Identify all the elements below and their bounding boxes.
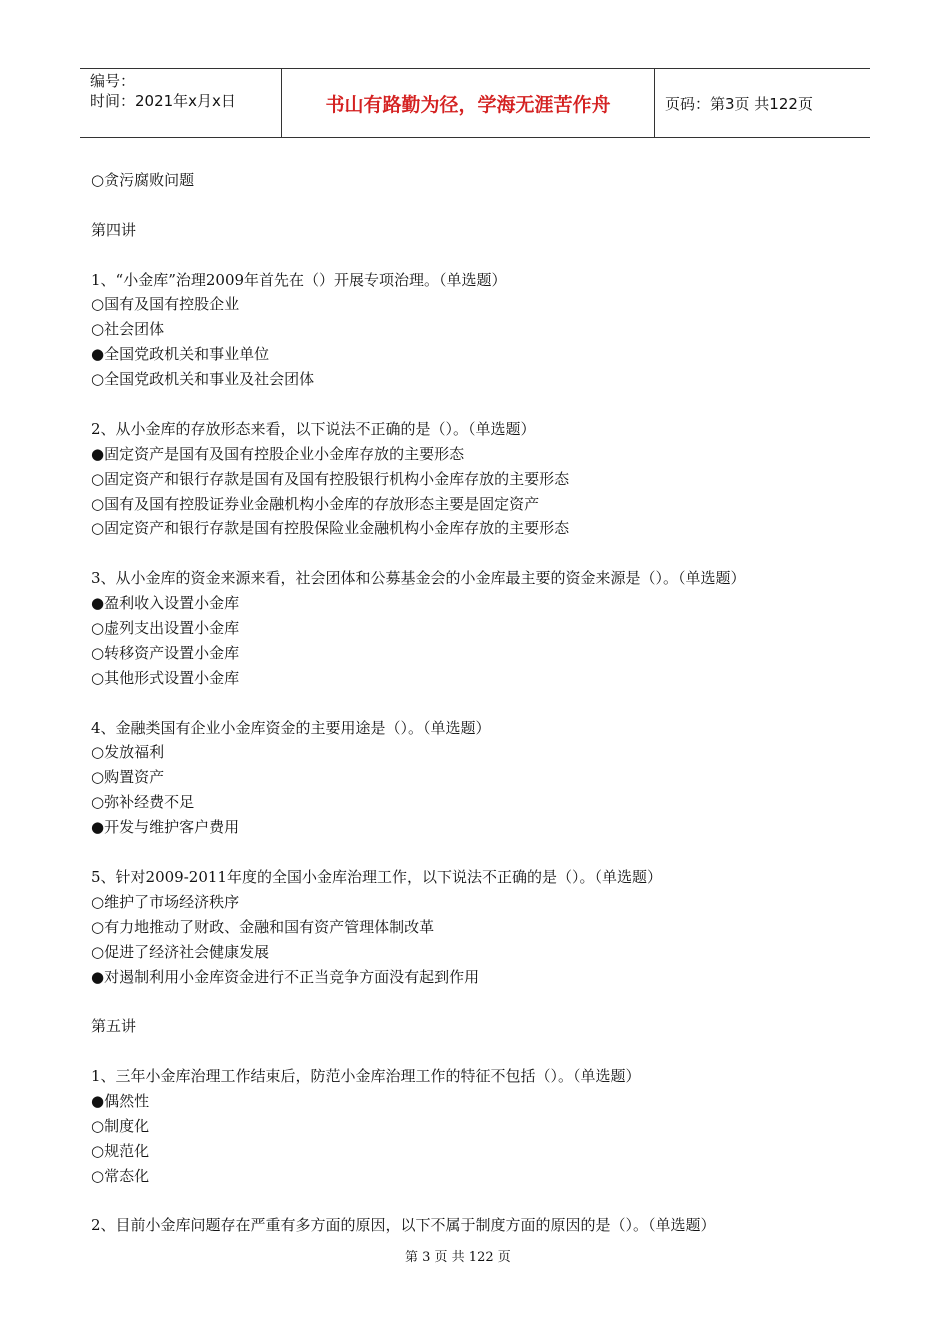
unselected-option: ○虚列支出设置小金库 xyxy=(91,619,240,638)
unselected-option: ○维护了市场经济秩序 xyxy=(91,892,240,911)
question-text: 2、目前小金库问题存在严重有多方面的原因，以下不属于制度方面的原因的是（）。（单选题） xyxy=(91,1216,716,1235)
document-body xyxy=(91,168,851,1238)
unselected-option: ○常态化 xyxy=(91,1166,150,1185)
unselected-option: ○发放福利 xyxy=(91,743,165,762)
unselected-option: ○国有及国有控股证券业金融机构小金库的存放形态主要是固定资产 xyxy=(91,494,540,513)
unselected-option: ○社会团体 xyxy=(91,320,165,339)
document-time-label: 时间：2021年x月x日 xyxy=(90,92,236,110)
blank-line xyxy=(91,691,851,716)
header-info-cell xyxy=(80,69,282,137)
blank-line xyxy=(91,243,851,268)
selected-option: ●对遏制利用小金库资金进行不正当竞争方面没有起到作用 xyxy=(91,967,480,986)
document-number-label: 编号： xyxy=(90,72,136,90)
blank-line xyxy=(91,989,851,1014)
selected-option: ●盈利收入设置小金库 xyxy=(91,594,240,613)
unselected-option: ○固定资产和银行存款是国有及国有控股银行机构小金库存放的主要形态 xyxy=(91,469,570,488)
question-text: 1、三年小金库治理工作结束后，防范小金库治理工作的特征不包括（）。（单选题） xyxy=(91,1067,641,1086)
unselected-option: ○固定资产和银行存款是国有控股保险业金融机构小金库存放的主要形态 xyxy=(91,519,570,538)
blank-line xyxy=(91,1189,851,1214)
blank-line xyxy=(91,392,851,417)
unselected-option: ○有力地推动了财政、金融和国有资产管理体制改革 xyxy=(91,917,435,936)
selected-option: ●固定资产是国有及国有控股企业小金库存放的主要形态 xyxy=(91,444,465,463)
unselected-option: ○其他形式设置小金库 xyxy=(91,668,240,687)
header-page-number: 页码：第3页 共122页 xyxy=(665,94,813,113)
unselected-option: ○制度化 xyxy=(91,1116,150,1135)
lecture-heading: 第五讲 xyxy=(91,1017,137,1036)
blank-line xyxy=(91,193,851,218)
question-text: 3、从小金库的资金来源来看，社会团体和公募基金会的小金库最主要的资金来源是（）。（单选题） xyxy=(91,569,746,588)
selected-option: ●全国党政机关和事业单位 xyxy=(91,345,270,364)
unselected-option: ○规范化 xyxy=(91,1141,150,1160)
unselected-option: ○全国党政机关和事业及社会团体 xyxy=(91,370,315,389)
blank-line xyxy=(91,541,851,566)
unselected-option: ○弥补经费不足 xyxy=(91,793,195,812)
question-text: 5、针对2009-2011年度的全国小金库治理工作，以下说法不正确的是（）。（单选题） xyxy=(91,867,662,886)
header-motto: 书山有路勤为径，学海无涯苦作舟 xyxy=(282,69,655,137)
page-header xyxy=(80,68,870,138)
unselected-option: ○转移资产设置小金库 xyxy=(91,643,240,662)
selected-option: ●偶然性 xyxy=(91,1091,150,1110)
unselected-option: ○购置资产 xyxy=(91,768,165,787)
question-text: 4、金融类国有企业小金库资金的主要用途是（）。（单选题） xyxy=(91,718,491,737)
unselected-option: ○贪污腐败问题 xyxy=(91,171,195,189)
blank-line xyxy=(91,1039,851,1064)
lecture-heading: 第四讲 xyxy=(91,220,137,239)
question-text: 1、“小金库”治理2009年首先在（）开展专项治理。（单选题） xyxy=(91,270,507,289)
question-text: 2、从小金库的存放形态来看，以下说法不正确的是（）。（单选题） xyxy=(91,419,536,438)
blank-line xyxy=(91,840,851,865)
page-footer: 第 3 页 共 122 页 xyxy=(405,1250,511,1265)
unselected-option: ○国有及国有控股企业 xyxy=(91,295,240,314)
selected-option: ●开发与维护客户费用 xyxy=(91,818,240,837)
unselected-option: ○促进了经济社会健康发展 xyxy=(91,942,270,961)
